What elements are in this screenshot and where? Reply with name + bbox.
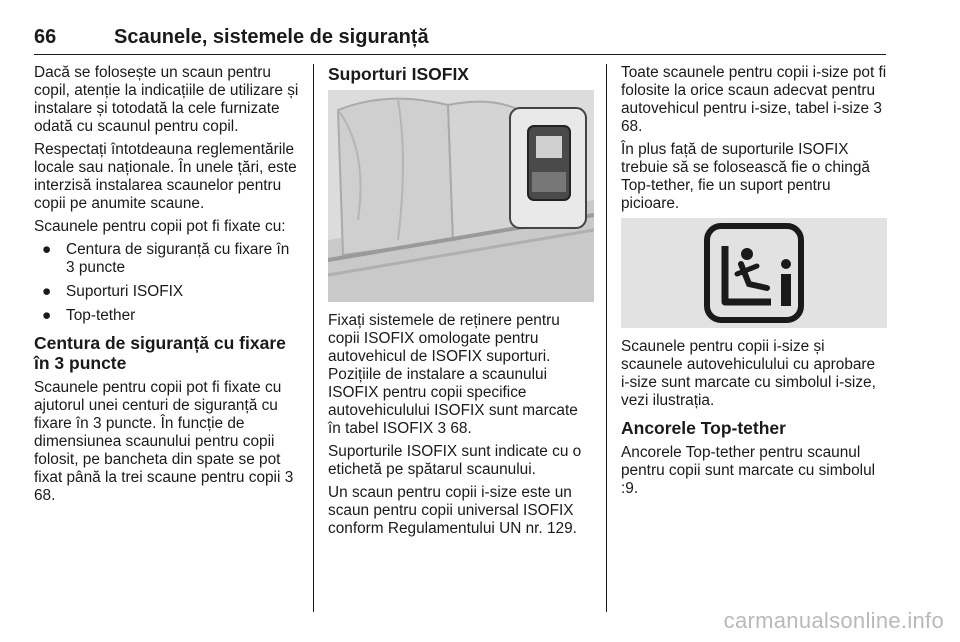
list-item-text: Suporturi ISOFIX xyxy=(66,283,184,300)
list-item-text: Centura de siguranță cu fixare în 3 puncte xyxy=(66,241,290,276)
page-header xyxy=(34,24,886,55)
page-reference[interactable]: 3 68. xyxy=(34,469,294,504)
page-title: Scaunele, sistemele de siguranță xyxy=(114,26,429,48)
column-2 xyxy=(328,64,594,543)
rear-seat-isofix-icon xyxy=(328,90,594,302)
column-divider-2 xyxy=(606,64,607,612)
section-heading-isofix: Suporturi ISOFIX xyxy=(328,64,469,84)
list-item xyxy=(34,307,300,325)
column-1 xyxy=(34,64,300,510)
col3-paragraph-3: Scaunele pentru copii i-size și scaunele autovehiculului cu aprobare i-size sunt marcate cu simbolul i-size, vezi ilustrația. xyxy=(621,338,876,409)
col1-paragraph-3: Scaunele pentru copii pot fi fixate cu: xyxy=(34,218,286,235)
col3-paragraph-4: Ancorele Top-tether pentru scaunul pentru copii sunt marcate cu simbolul :9. xyxy=(621,444,876,497)
list-item xyxy=(34,283,300,301)
list-item xyxy=(34,241,300,277)
i-size-symbol-icon xyxy=(621,218,887,328)
section-heading-3-point-belt: Centura de siguranță cu fixare în 3 puncte xyxy=(34,333,286,373)
col1-paragraph-1: Dacă se folosește un scaun pentru copil, atenție la indicațiile de utilizare și instalare și totodată la cele furnizate odată cu scaunul pentru copil. xyxy=(34,64,299,135)
i-size-symbol-figure xyxy=(621,218,887,328)
col1-paragraph-2: Respectați întotdeauna reglementările locale sau naționale. În unele țări, este interzisă instalarea scaunelor pentru copii pe anumite scaune. xyxy=(34,141,297,212)
col3-paragraph-2: În plus față de suporturile ISOFIX trebuie să se folosească fie o chingă Top-tether, fie un suport pentru picioare. xyxy=(621,141,870,212)
fixing-methods-list xyxy=(34,241,300,325)
section-heading-top-tether: Ancorele Top-tether xyxy=(621,418,786,438)
col1-paragraph-4-text: Scaunele pentru copii pot fi fixate cu ajutorul unei centuri de siguranță cu fixare în 3 puncte. În funcție de dimensiunea scaunului pentru copii folosit, pe bancheta din spate se pot fixat până la trei scaune pentru copii xyxy=(34,379,282,486)
list-item-text: Top-tether xyxy=(66,307,136,324)
col1-paragraph-4 xyxy=(34,379,300,505)
col2-paragraph-3: Un scaun pentru copii i-size este un scaun pentru copii universal ISOFIX conform Regulamentului UN nr. 129. xyxy=(328,484,577,537)
col2-paragraph-1: Fixați sistemele de reținere pentru copii ISOFIX omologate pentru autovehicul de ISOFIX suporturi. Pozițiile de instalare a scaunului ISOFIX pentru copii specifice autovehiculului ISOFIX sunt marcate în tabel ISOFIX 3 68. xyxy=(328,312,578,437)
rear-seat-isofix-photo xyxy=(328,90,594,302)
col3-paragraph-1: Toate scaunele pentru copii i-size pot fi folosite la orice scaun adecvat pentru autovehicul pentru i-size, tabel i-size 3 68. xyxy=(621,64,887,135)
column-divider-1 xyxy=(313,64,314,612)
page-number: 66 xyxy=(34,26,57,48)
bullet-glyph: ● xyxy=(42,307,52,324)
bullet-glyph: ● xyxy=(42,241,52,258)
watermark: carmanualsonline.info xyxy=(723,608,944,633)
col2-paragraph-2: Suporturile ISOFIX sunt indicate cu o etichetă pe spătarul scaunului. xyxy=(328,443,582,478)
bullet-glyph: ● xyxy=(42,283,52,300)
column-3 xyxy=(621,64,887,503)
